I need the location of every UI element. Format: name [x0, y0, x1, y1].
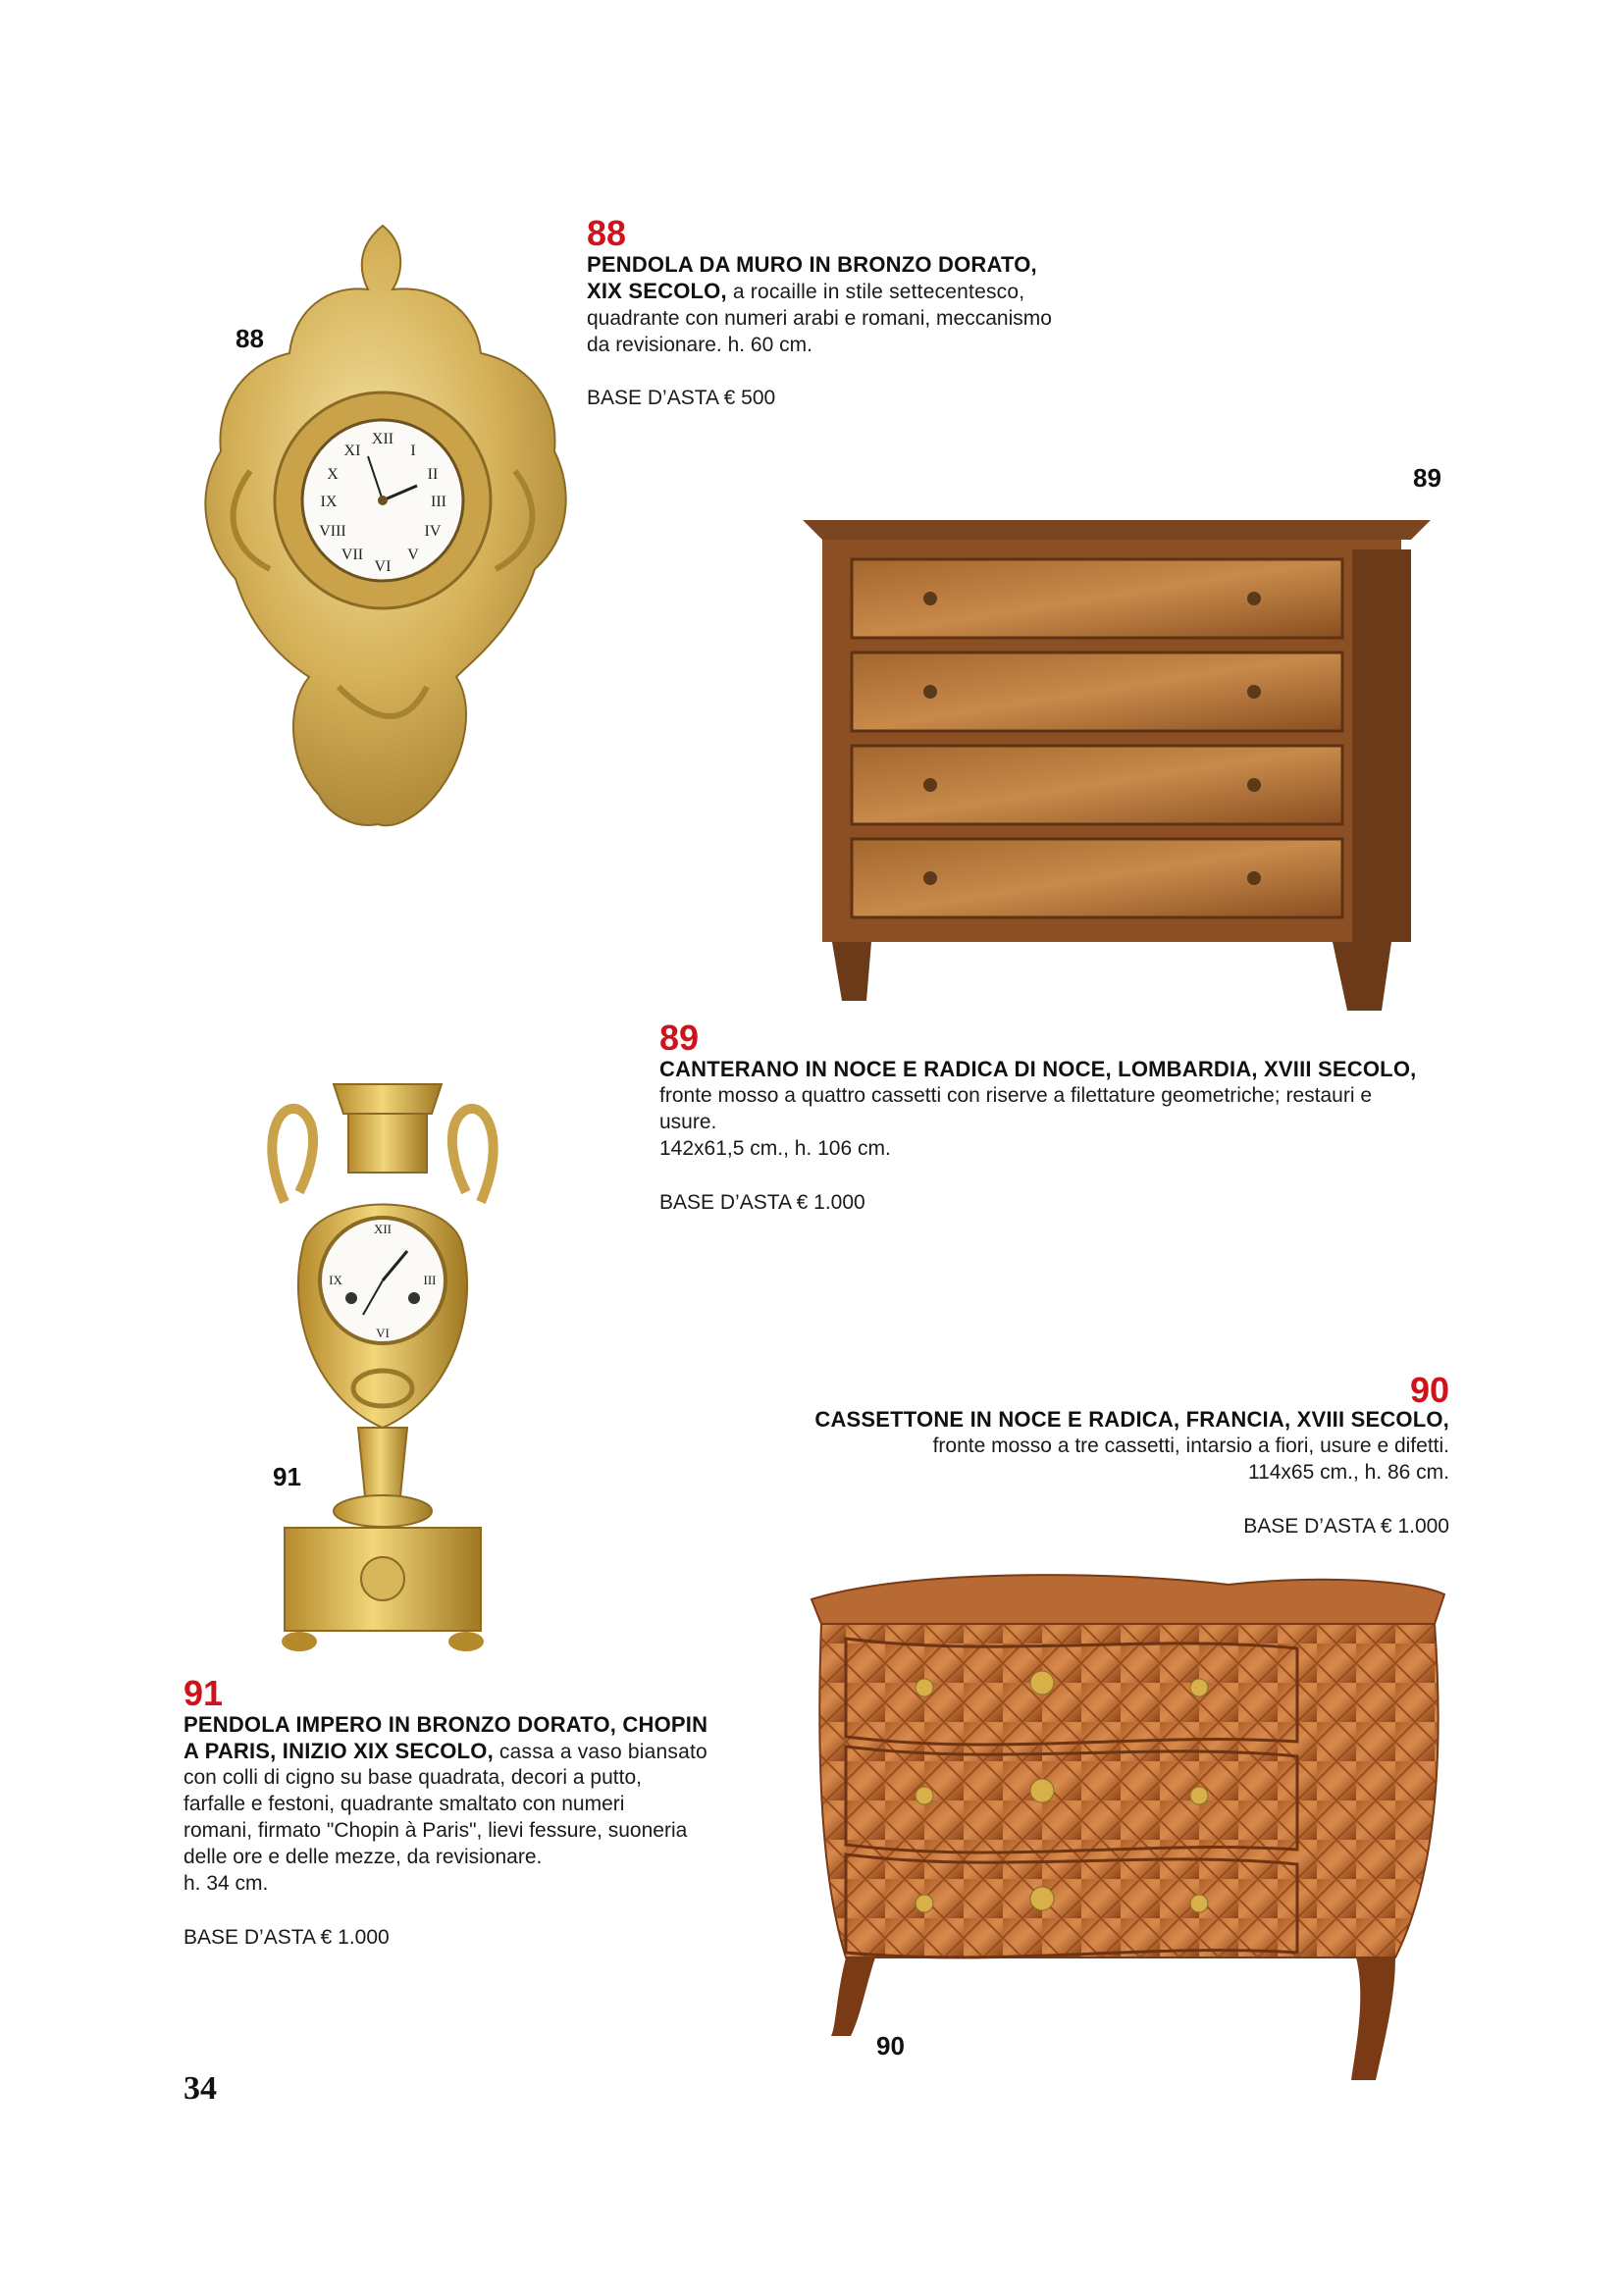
- lot-description-88: [587, 305, 1136, 358]
- lot-base-price-90: BASE D’ASTA € 1.000: [1243, 1515, 1449, 1538]
- lot-base-price-91: BASE D’ASTA € 1.000: [183, 1926, 390, 1949]
- lot-desc-91-line5: h. 34 cm.: [183, 1872, 269, 1895]
- lot-desc-88-line1: quadrante con numeri arabi e romani, meccanismo: [587, 307, 1052, 330]
- chest-of-drawers-image-90: [807, 1565, 1454, 2095]
- svg-text:II: II: [427, 466, 439, 483]
- lot-title-89: CANTERANO IN NOCE E RADICA DI NOCE, LOMBARDIA, XVIII SECOLO,: [659, 1057, 1417, 1081]
- svg-text:VII: VII: [340, 547, 364, 563]
- lot-title-91-line1: PENDOLA IMPERO IN BRONZO DORATO, CHOPIN: [183, 1712, 708, 1737]
- lot-title-88-line2-wrap: [587, 278, 1136, 305]
- lot-desc-91-line2: farfalle e festoni, quadrante smaltato con numeri: [183, 1793, 625, 1815]
- lot-title-88: [587, 251, 1136, 305]
- lot-desc-89-line3: 142x61,5 cm., h. 106 cm.: [659, 1137, 891, 1160]
- lot-desc-91-line4: delle ore e delle mezze, da revisionare.: [183, 1846, 543, 1868]
- lot-title-88-line1: PENDOLA DA MURO IN BRONZO DORATO,: [587, 252, 1037, 277]
- lot-desc-88-line2: da revisionare. h. 60 cm.: [587, 334, 812, 356]
- svg-text:III: III: [423, 1273, 437, 1287]
- lot-title-88-line2: XIX SECOLO,: [587, 279, 727, 303]
- lot-desc-88-inline: a rocaille in stile settecentesco,: [726, 281, 1025, 303]
- lot-number-90: 90: [1409, 1370, 1449, 1410]
- svg-text:XII: XII: [371, 431, 394, 447]
- lot-desc-90-line2: 114x65 cm., h. 86 cm.: [1247, 1461, 1449, 1484]
- lot-number-89: 89: [659, 1018, 700, 1058]
- svg-text:VI: VI: [374, 558, 392, 575]
- image-label-91: 91: [273, 1462, 301, 1491]
- svg-text:I: I: [410, 443, 416, 459]
- lot-title-90: CASSETTONE IN NOCE E RADICA, FRANCIA, XVIII SECOLO,: [814, 1407, 1449, 1432]
- image-label-90: 90: [876, 2031, 905, 2061]
- vase-clock-image-91: [245, 1074, 520, 1683]
- image-label-88: 88: [236, 324, 264, 353]
- svg-text:VI: VI: [376, 1326, 390, 1340]
- svg-text:VIII: VIII: [319, 523, 346, 540]
- lot-title-91: [183, 1711, 772, 1765]
- lot-title-91-line2-wrap: [183, 1738, 772, 1765]
- page-number: 34: [183, 2070, 217, 2107]
- svg-text:V: V: [407, 547, 419, 563]
- lot-desc-91-line1: con colli di cigno su base quadrata, decori a putto,: [183, 1766, 642, 1789]
- lot-number-88: 88: [587, 213, 627, 253]
- lot-desc-91-line3: romani, firmato "Chopin à Paris", lievi fessure, suoneria: [183, 1819, 688, 1842]
- lot-description-91: [183, 1764, 772, 1897]
- lot-desc-89-line2: usure.: [659, 1111, 717, 1133]
- svg-text:XI: XI: [343, 443, 361, 459]
- lot-desc-91-inline: cassa a vaso biansato: [493, 1741, 707, 1763]
- image-label-89: 89: [1413, 463, 1441, 493]
- lot-description-89: [659, 1082, 1454, 1162]
- commode-image-89: [803, 510, 1440, 1020]
- lot-base-price-88: BASE D’ASTA € 500: [587, 387, 776, 409]
- svg-text:X: X: [327, 466, 339, 483]
- svg-text:IV: IV: [424, 523, 442, 540]
- lot-title-91-line2: A PARIS, INIZIO XIX SECOLO,: [183, 1739, 494, 1763]
- lot-number-91: 91: [183, 1673, 224, 1713]
- lot-description-90: [664, 1433, 1449, 1486]
- lot-desc-90-line1: fronte mosso a tre cassetti, intarsio a fiori, usure e difetti.: [932, 1435, 1449, 1457]
- svg-text:III: III: [431, 494, 446, 510]
- lot-base-price-89: BASE D’ASTA € 1.000: [659, 1191, 865, 1214]
- svg-text:IX: IX: [320, 494, 338, 510]
- cartel-clock-image-88: [182, 216, 584, 844]
- svg-text:XII: XII: [373, 1222, 393, 1236]
- lot-desc-89-line1: fronte mosso a quattro cassetti con riserve a filettature geometriche; restauri e: [659, 1084, 1373, 1107]
- svg-text:IX: IX: [329, 1273, 342, 1287]
